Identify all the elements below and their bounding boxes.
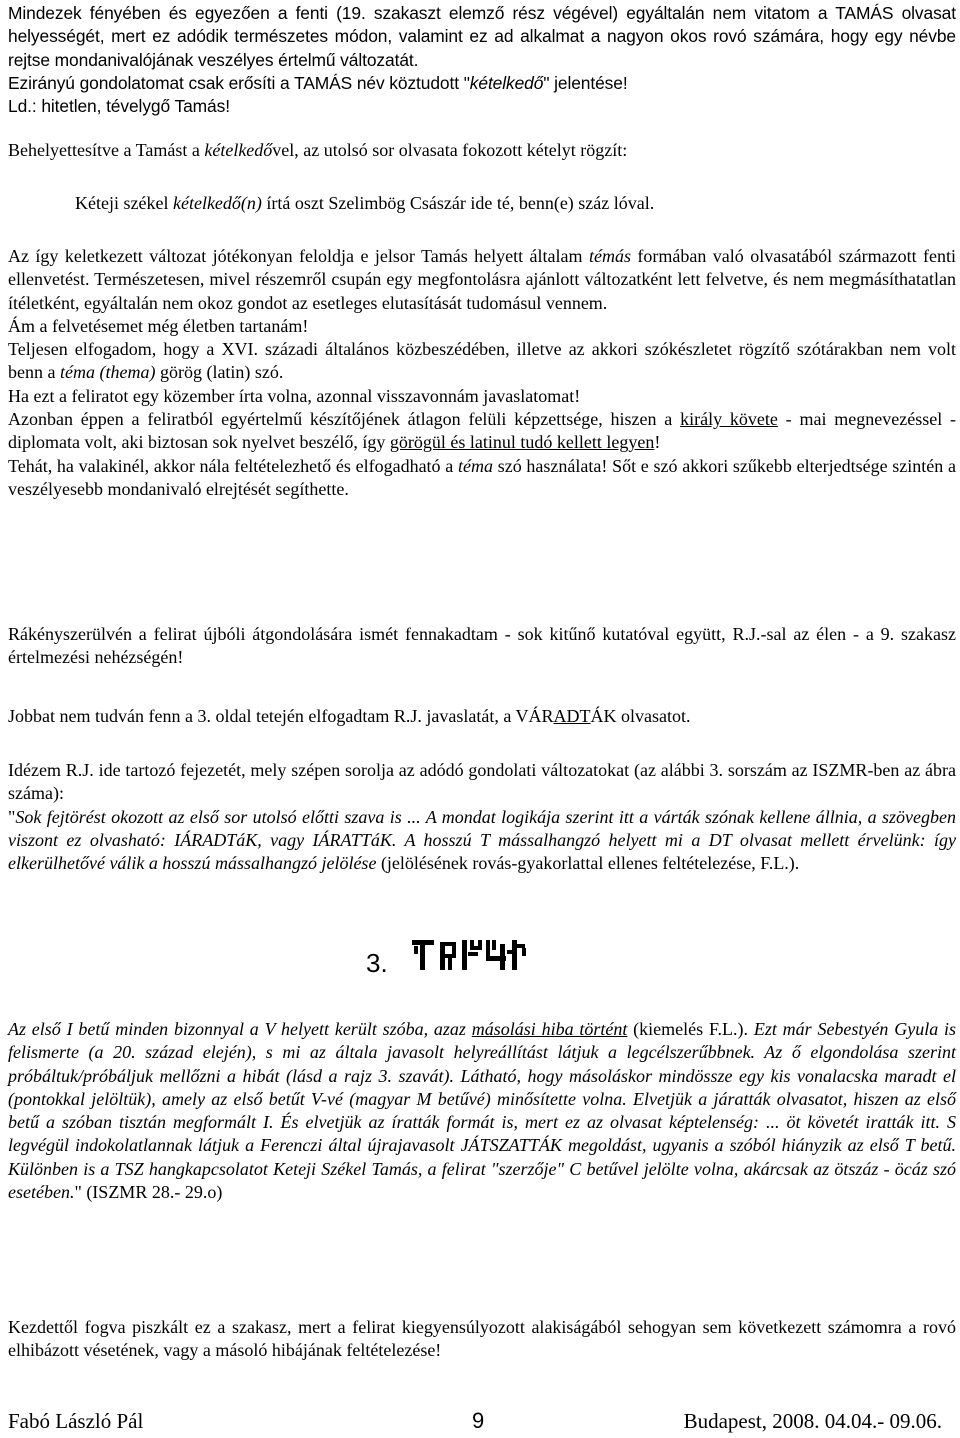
footer-place-date: Budapest, 2008. 04.04.- 09.06. [683, 1409, 942, 1433]
paragraph-accepted-reading: Jobbat nem tudván fenn a 3. oldal tetején elfogadtam R.J. javaslatát, a VÁRADTÁK olvasatot. [8, 706, 691, 726]
paragraph-variant: Az így keletkezett változat jótékonyan feloldja e jelsor Tamás helyett általam témás formában való olvasatából származott fenti ellenvetést. Természetesen, mivel részemről csupán egy megfontolásra ajánlott változatként lett felvetve, és nem megmásíthatatlan ítéletként, egyáltalán nem okoz gondot az esetleges elutasítását tudomásul vennem. Ám a felvetésemet még életben tartanám! Teljesen elfogadom, hogy a XVI. századi általános közbeszédében, illetve az akkori szókészletet rögzítő szótárakban nem volt benn a téma (thema) görög (latin) szó. Ha ezt a feliratot egy közember írta volna, azonnal visszavonnám javaslatomat! Azonban éppen a feliratból egyértelmű készítőjének átlagon felüli képzettsége, hiszen a király követe - mai megnevezéssel - diplomata volt, aki biztosan sok nyelvet beszélő, így görögül és latinul tudó kellett legyen! Tehát, ha valakinél, akkor nála feltételezhető és elfogadható a téma szó használata! Sőt e szó akkori szűkebb elterjedtsége szintén a veszélyesebb mondanivaló elrejtését segíthette. [8, 246, 956, 499]
intro-substitution-line: Behelyettesítve a Tamást a kételkedővel, az utolsó sor olvasata fokozott kételyt rögzít: [8, 140, 628, 160]
runic-glyphs [412, 940, 526, 970]
inscription-quote: Kéteji székel kételkedő(n) írtá oszt Szelimbög Császár ide té, benn(e) száz lóval. [75, 193, 655, 213]
intro-line-1: Mindezek fényében és egyezően a fenti (19. szakaszt elemző rész végével) egyáltalán nem vitatom a TAMÁS olvasat helyességét, mert ez adódik természetes módon, valamint ez ad alkalmat a nagyon okos rovó számára, hogy egy névbe rejtse mondanivalójának veszélyes értelmű változatát. [8, 3, 956, 70]
paragraph-citation: Idézem R.J. ide tartozó fejezetét, mely szépen sorolja az adódó gondolati változatokat (az alábbi 3. sorszám az ISZMR-ben az ábra száma): "Sok fejtörést okozott az első sor utolsó előtti szava is ... A mondat logikája szerint itt a várták szónak kellene állnia, a szövegben viszont ez olvasható: IÁRADTáK, vagy IÁRATTáK. A hosszú T mássalhangzó helyett mi a DT olvasat mellett érvelünk: így elkerülhetővé válik a hosszú mássalhangzó jelölése (jelölésének rovás-gyakorlattal ellenes feltételezése, F.L.). [8, 760, 956, 874]
paragraph-closing: Kezdettől fogva piszkált ez a szakasz, mert a felirat kiegyensúlyozott alakiságából sehogyan sem következett számomra a rovó elhibázott vésetének, vagy a másoló hibájának feltételezése! [8, 1317, 956, 1361]
underlined-phrase: király követe [680, 409, 778, 430]
intro-line-2: Ezirányú gondolatomat csak erősíti a TAMÁS név köztudott "kételkedő" jelentése! [8, 72, 628, 93]
paragraph-sebestyen: Az első I betű minden bizonnyal a V helyett került szóba, azaz másolási hiba történt (kiemelés F.L.). Ezt már Sebestyén Gyula is felismerte (a 20. század elején), s mi az általa javasolt helyreállítást látjuk a legcélszerűbbnek. Az ő elgondolása szerint próbáltuk/próbáljuk mellőzni a hibát (lásd a rajz 3. szavát). Látható, hogy másoláskor mindössze egy kis vonalacska maradt el (pontokkal jelöltük), amely az első betűt V-vé (magyar M betűvé) minősítette volna. Elvetjük a járatták olvasatot, hiszen az első betű a szóban tisztán megformált I. És elvetjük az íratták formát is, mert ez az olvasat képtelenség: ... öt követét iratták itt. S legvégül indokolatlannak látjuk a Ferenczi által újrajavasolt JÁTSZATTÁK megoldást, ugyanis a szóból hiányzik az első T betű. Különben is a TSZ hangkapcsolatot Keteji Székel Tamás, a felirat "szerzője" C betűvel jelölte volna, akárcsak az ötszáz - öcáz szó esetében." (ISZMR 28.- 29.o) [8, 1019, 957, 1203]
figure-number-label: 3. [366, 948, 388, 978]
underlined-phrase: görögül és latinul tudó kellett legyen [389, 432, 655, 453]
underlined-phrase: másolási hiba történt [471, 1019, 628, 1039]
footer-author: Fabó László Pál [8, 1409, 144, 1433]
paragraph-reconsideration: Rákényszerülvén a felirat újbóli átgondolására ismét fennakadtam - sok kitűnő kutatóval együtt, R.J.-sal az élen - a 9. szakasz értelmezési nehézségén! [8, 624, 956, 668]
intro-paragraph [8, 2, 956, 118]
runic-inscription-figure [362, 932, 562, 982]
footer-page-number: 9 [472, 1408, 485, 1433]
intro-line-3: Ld.: hitetlen, tévelygő Tamás! [8, 96, 230, 117]
